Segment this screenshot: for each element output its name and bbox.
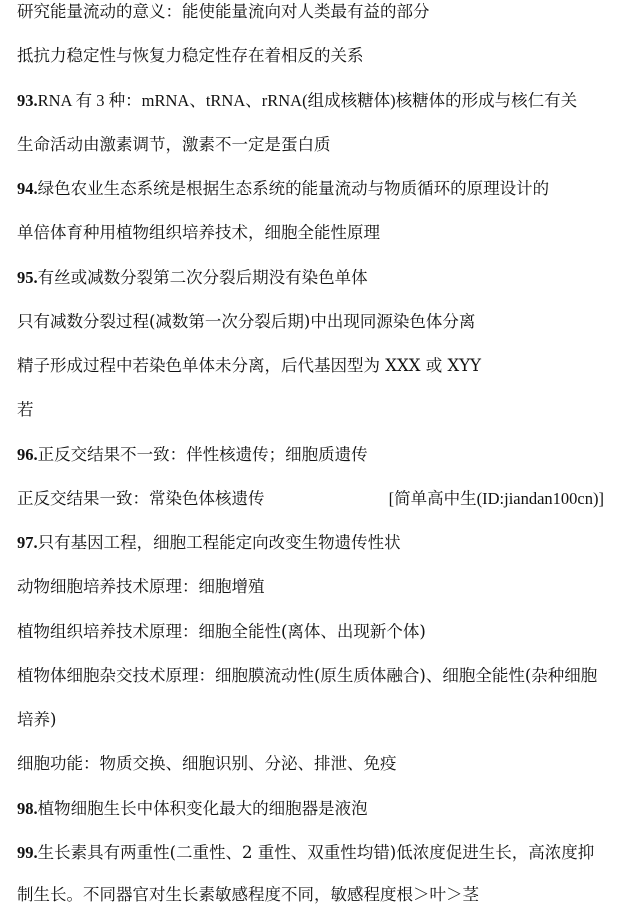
text-line <box>17 709 630 731</box>
line-text: 研究能量流动的意义：能使能量流向对人类最有益的部分 <box>17 2 430 21</box>
text-line <box>17 90 630 112</box>
item-number: 99. <box>17 843 38 862</box>
line-text: 植物细胞生长中体积变化最大的细胞器是液泡 <box>37 799 368 818</box>
line-text: 有丝或减数分裂第二次分裂后期没有染色单体 <box>37 268 368 287</box>
line-text: 制生长。不同器官对生长素敏感程度不同，敏感程度根＞叶＞茎 <box>17 885 479 904</box>
text-line <box>17 884 630 906</box>
text-line <box>17 665 630 687</box>
item-number: 95. <box>17 268 38 287</box>
text-line <box>17 222 630 244</box>
text-line <box>17 798 630 820</box>
line-text: 植物体细胞杂交技术原理：细胞膜流动性(原生质体融合)、细胞全能性(杂种细胞 <box>17 666 598 685</box>
text-line <box>17 267 630 289</box>
item-number: 96. <box>17 445 38 464</box>
line-text: 培养) <box>17 710 57 729</box>
item-number: 98. <box>17 799 38 818</box>
line-text: 正反交结果不一致：伴性核遗传；细胞质遗传 <box>37 445 368 464</box>
item-number: 93. <box>17 91 38 110</box>
line-text: 若 <box>17 400 34 419</box>
text-line <box>17 576 630 598</box>
line-text: 只有减数分裂过程(减数第一次分裂后期)中出现同源染色体分离 <box>17 312 476 331</box>
text-line <box>17 1 630 23</box>
line-text: 细胞功能：物质交换、细胞识别、分泌、排泄、免疫 <box>17 754 397 773</box>
text-line <box>17 488 630 510</box>
text-line <box>17 355 630 377</box>
text-line <box>17 311 630 333</box>
text-line <box>17 134 630 156</box>
item-number: 94. <box>17 179 38 198</box>
line-text: 精子形成过程中若染色单体未分离，后代基因型为 XXX 或 XYY <box>17 356 482 375</box>
line-text: 生命活动由激素调节，激素不一定是蛋白质 <box>17 135 331 154</box>
text-line <box>17 842 630 864</box>
text-line <box>17 444 630 466</box>
line-text: 单倍体育种用植物组织培养技术，细胞全能性原理 <box>17 223 380 242</box>
item-number: 97. <box>17 533 38 552</box>
text-line <box>17 399 630 421</box>
line-text: 动物细胞培养技术原理：细胞增殖 <box>17 577 265 596</box>
watermark-text: [简单高中生(ID:jiandan100cn)] <box>388 489 604 508</box>
line-text: RNA 有 3 种：mRNA、tRNA、rRNA(组成核糖体)核糖体的形成与核仁有关 <box>37 91 578 110</box>
line-text: 生长素具有两重性(二重性、2 重性、双重性均错)低浓度促进生长，高浓度抑 <box>37 843 595 862</box>
text-line <box>17 532 630 554</box>
text-line <box>17 753 630 775</box>
line-text: 绿色农业生态系统是根据生态系统的能量流动与物质循环的原理设计的 <box>37 179 550 198</box>
line-text: 植物组织培养技术原理：细胞全能性(离体、出现新个体) <box>17 622 426 641</box>
line-text: 抵抗力稳定性与恢复力稳定性存在着相反的关系 <box>17 46 364 65</box>
line-text: 只有基因工程，细胞工程能定向改变生物遗传性状 <box>37 533 401 552</box>
line-text: 正反交结果一致：常染色体核遗传 <box>17 489 265 508</box>
text-line <box>17 178 630 200</box>
text-line <box>17 45 630 67</box>
text-line <box>17 621 630 643</box>
